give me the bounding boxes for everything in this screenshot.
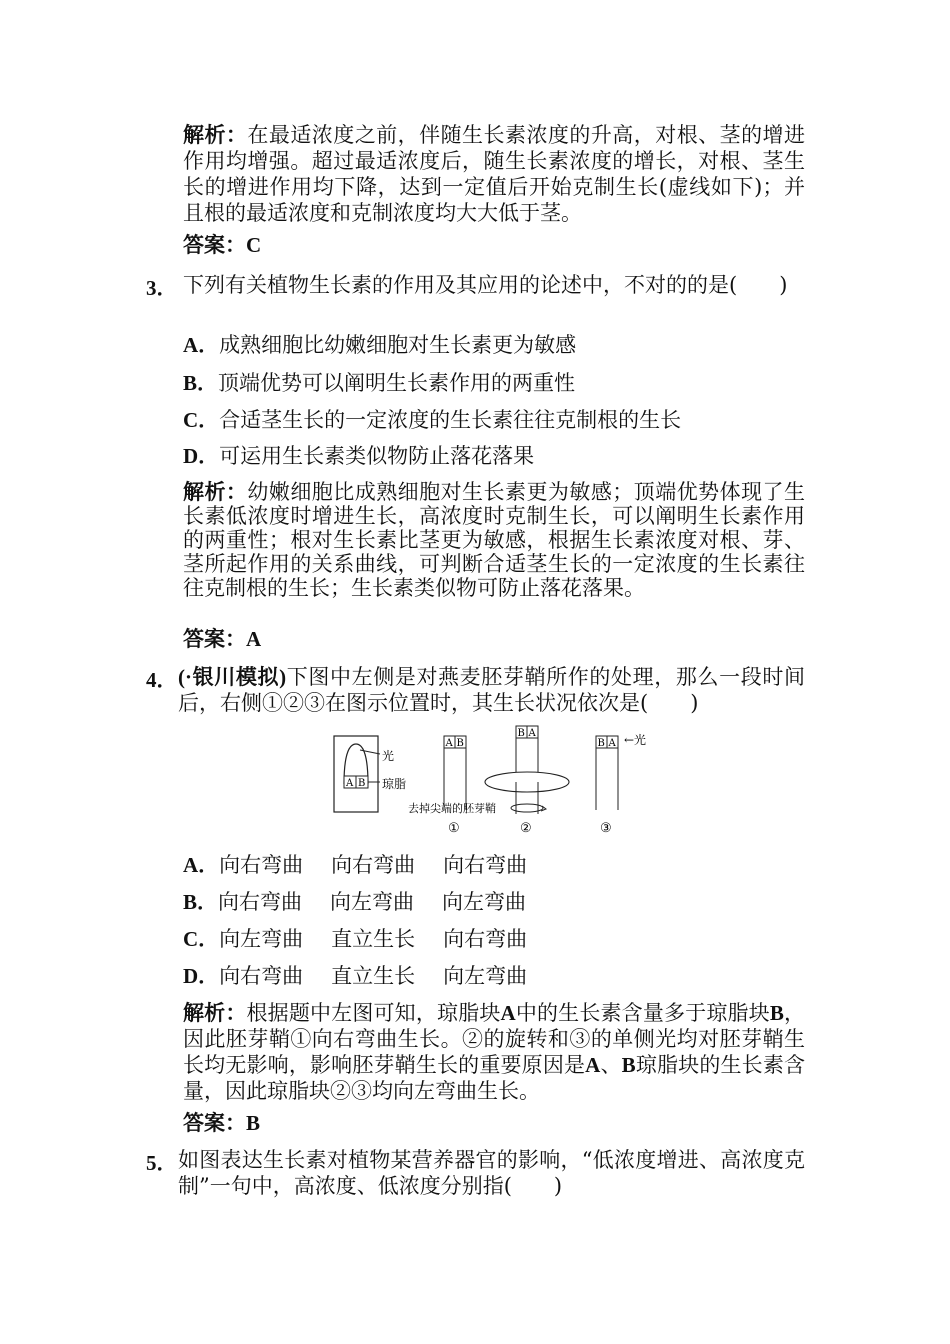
analysis-label: 解析： xyxy=(183,480,248,504)
answer-value: B xyxy=(246,1111,261,1135)
analysis-term: B xyxy=(621,1053,636,1077)
analysis-text: 根据题中左图可知，琼脂块 xyxy=(246,1001,501,1025)
option-text: 成熟细胞比幼嫩细胞对生长素更为敏感 xyxy=(219,333,577,357)
question-source: (·银川模拟) xyxy=(178,665,287,689)
q4-analysis xyxy=(183,1000,805,1104)
option-b xyxy=(183,370,575,396)
option-d xyxy=(183,963,527,989)
treatment-box xyxy=(334,736,378,812)
option-a xyxy=(183,852,527,878)
q3-answer xyxy=(183,626,261,652)
analysis-label: 解析： xyxy=(183,123,248,147)
item-label-1: ① xyxy=(448,821,460,836)
item3-block-b-label: B xyxy=(597,738,605,749)
option-col1: 向右弯曲 xyxy=(219,853,304,877)
option-col2: 向左弯曲 xyxy=(330,890,415,914)
coleoptile-figure xyxy=(330,722,660,838)
light-arrow-label: ←光 xyxy=(624,733,647,747)
answer-label: 答案： xyxy=(183,1111,246,1135)
light-leader xyxy=(360,750,380,754)
option-letter: A． xyxy=(183,853,220,877)
item-label-3: ③ xyxy=(600,821,612,836)
removed-tip-label: 去掉尖端的胚芽鞘 xyxy=(408,802,496,815)
analysis-text: 幼嫩细胞比成熟细胞对生长素更为敏感；顶端优势体现了生长素低浓度时增进生长，高浓度时克制生长，可以阐明生长素作用的两重性；根对生长素比茎更为敏感，根据生长素浓度对根、芽、茎所起作用的关系曲线，可判断合适茎生长的一定浓度的生长素往往克制根的生长；生长素类似物可防止落花落果。 xyxy=(183,480,806,600)
option-text: 合适茎生长的一定浓度的生长素往往克制根的生长 xyxy=(219,408,682,432)
item-label-2: ② xyxy=(520,821,532,836)
option-col2: 向右弯曲 xyxy=(331,853,416,877)
q3-analysis xyxy=(183,480,805,600)
question-stem: 下图中左侧是对燕麦胚芽鞘所作的处理，那么一段时间后，右侧①②③在图示位置时，其生长状况依次是( ) xyxy=(178,665,805,715)
option-letter: D． xyxy=(183,444,220,468)
q3-stem xyxy=(183,272,805,298)
option-col3: 向左弯曲 xyxy=(442,890,527,914)
q5-stem xyxy=(178,1147,805,1199)
q4-stem xyxy=(178,664,805,716)
analysis-text: 琼脂块的生长素含量，因此琼脂块②③均向左弯曲生长。 xyxy=(183,1053,806,1103)
question-number: 5． xyxy=(146,1151,178,1175)
item3-block-a-label: A xyxy=(608,738,616,749)
option-col3: 向左弯曲 xyxy=(443,964,528,988)
item1-block-a-label: A xyxy=(445,738,453,749)
question-stem: 如图表达生长素对植物某营养器官的影响，“低浓度增进、高浓度克制”一句中，高浓度、低浓度分别指( ) xyxy=(178,1148,805,1198)
item2-block-b-label: B xyxy=(517,728,525,739)
light-label: 光 xyxy=(382,749,395,763)
option-d xyxy=(183,443,534,469)
answer-label: 答案： xyxy=(183,233,246,257)
analysis-text: 、 xyxy=(600,1053,622,1077)
analysis-label: 解析： xyxy=(183,1001,247,1025)
block-b-label: B xyxy=(358,778,366,789)
block-a-label: A xyxy=(346,778,354,789)
option-c xyxy=(183,926,527,952)
analysis-term: B xyxy=(769,1001,784,1025)
item2-block-a-label: A xyxy=(528,728,536,739)
answer-value: C xyxy=(246,233,262,257)
option-letter: D． xyxy=(183,964,220,988)
option-col1: 向右弯曲 xyxy=(218,890,303,914)
option-letter: C． xyxy=(183,408,220,432)
option-letter: C． xyxy=(183,927,220,951)
option-col2: 直立生长 xyxy=(331,964,416,988)
option-letter: A． xyxy=(183,333,220,357)
analysis-term: A xyxy=(500,1001,516,1025)
item1-block-b-label: B xyxy=(456,738,464,749)
option-col1: 向左弯曲 xyxy=(219,927,304,951)
option-col3: 向右弯曲 xyxy=(443,853,528,877)
question-number: 3． xyxy=(146,276,178,300)
option-text: 顶端优势可以阐明生长素作用的两重性 xyxy=(218,371,576,395)
option-letter: B． xyxy=(183,890,219,914)
option-a xyxy=(183,332,576,358)
option-col2: 直立生长 xyxy=(331,927,416,951)
q4-answer xyxy=(183,1110,260,1136)
analysis-text: 在最适浓度之前，伴随生长素浓度的升高，对根、茎的增进作用均增强。超过最适浓度后，随生长素浓度的增长，对根、茎生长的增进作用均下降，达到一定值后开始克制生长(虚线如下)；并且根的最适浓度和克制浓度均大大低于茎。 xyxy=(183,123,806,225)
answer-value: A xyxy=(246,627,262,651)
option-text: 可运用生长素类似物防止落花落果 xyxy=(219,444,535,468)
option-c xyxy=(183,407,681,433)
answer-label: 答案： xyxy=(183,627,246,651)
question-number: 4． xyxy=(146,668,178,692)
option-col1: 向右弯曲 xyxy=(219,964,304,988)
option-col3: 向右弯曲 xyxy=(443,927,528,951)
analysis-term: A xyxy=(585,1053,601,1077)
q2-answer xyxy=(183,232,261,258)
analysis-text: ，因此胚芽鞘①向右弯曲生长。②的旋转和③的单侧光均对胚芽鞘生长均无影响，影响胚芽鞘生长的重要原因是 xyxy=(183,1001,806,1077)
agar-label: 琼脂 xyxy=(382,777,407,791)
turntable xyxy=(485,772,569,792)
option-b xyxy=(183,889,526,915)
question-stem: 下列有关植物生长素的作用及其应用的论述中，不对的的是( ) xyxy=(183,273,788,297)
q2-analysis xyxy=(183,122,805,226)
option-letter: B． xyxy=(183,371,219,395)
analysis-text: 中的生长素含量多于琼脂块 xyxy=(515,1001,770,1025)
